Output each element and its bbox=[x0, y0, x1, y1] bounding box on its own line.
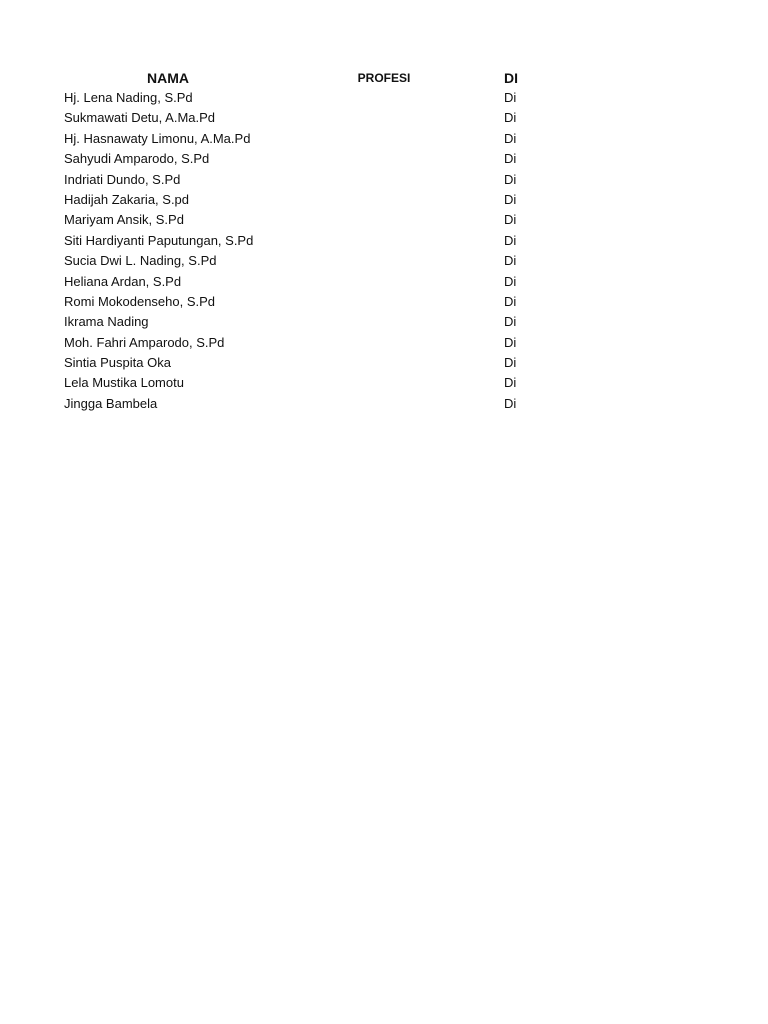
table-row bbox=[0, 88, 768, 108]
cell-di: Di bbox=[504, 395, 517, 411]
cell-nama: Indriati Dundo, S.Pd bbox=[64, 171, 181, 187]
cell-di: Di bbox=[504, 253, 517, 269]
cell-di: Di bbox=[504, 90, 517, 105]
cell-nama: Sintia Puspita Oka bbox=[64, 355, 171, 371]
cell-nama: Sukmawati Detu, A.Ma.Pd bbox=[64, 110, 216, 126]
cell-di: Di bbox=[504, 314, 517, 330]
cell-di: Di bbox=[504, 110, 517, 126]
table-row bbox=[0, 353, 768, 373]
cell-di: Di bbox=[504, 273, 517, 289]
table-row bbox=[0, 312, 768, 332]
table-row bbox=[0, 272, 768, 292]
table-row bbox=[0, 149, 768, 169]
table-row bbox=[0, 292, 768, 312]
cell-di: Di bbox=[504, 151, 517, 167]
table-header-row bbox=[0, 68, 768, 88]
table-row bbox=[0, 251, 768, 271]
cell-nama: Hj. Hasnawaty Limonu, A.Ma.Pd bbox=[64, 130, 251, 146]
table-row bbox=[0, 108, 768, 128]
table-row bbox=[0, 129, 768, 149]
cell-nama: Moh. Fahri Amparodo, S.Pd bbox=[64, 334, 225, 350]
cell-di: Di bbox=[504, 293, 517, 309]
table-body bbox=[0, 88, 768, 414]
cell-nama: Hadijah Zakaria, S.pd bbox=[64, 191, 190, 207]
table-row bbox=[0, 394, 768, 414]
table-row bbox=[0, 190, 768, 210]
cell-nama: Siti Hardiyanti Paputungan, S.Pd bbox=[64, 232, 254, 248]
cell-di: Di bbox=[504, 375, 517, 391]
cell-nama: Lela Mustika Lomotu bbox=[64, 375, 184, 391]
cell-nama: Jingga Bambela bbox=[64, 395, 158, 411]
table-row bbox=[0, 170, 768, 190]
header-nama: NAMA bbox=[147, 70, 189, 86]
header-profesi: PROFESI bbox=[357, 71, 411, 85]
table-row bbox=[0, 231, 768, 251]
cell-di: Di bbox=[504, 232, 517, 248]
cell-nama: Heliana Ardan, S.Pd bbox=[64, 273, 182, 289]
cell-di: Di bbox=[504, 334, 517, 350]
cell-nama: Mariyam Ansik, S.Pd bbox=[64, 212, 184, 228]
table-row bbox=[0, 373, 768, 393]
cell-di: Di bbox=[504, 171, 517, 187]
cell-di: Di bbox=[504, 212, 517, 228]
cell-di: Di bbox=[504, 130, 517, 146]
cell-nama: Sucia Dwi L. Nading, S.Pd bbox=[64, 253, 217, 269]
cell-nama: Romi Mokodenseho, S.Pd bbox=[64, 293, 216, 309]
cell-nama: Ikrama Nading bbox=[64, 314, 149, 330]
table-row bbox=[0, 333, 768, 353]
cell-di: Di bbox=[504, 191, 517, 207]
cell-nama: Sahyudi Amparodo, S.Pd bbox=[64, 151, 210, 167]
table-row bbox=[0, 210, 768, 230]
cell-nama: Hj. Lena Nading, S.Pd bbox=[64, 90, 193, 105]
header-di: DI bbox=[504, 70, 518, 86]
cell-di: Di bbox=[504, 355, 517, 371]
